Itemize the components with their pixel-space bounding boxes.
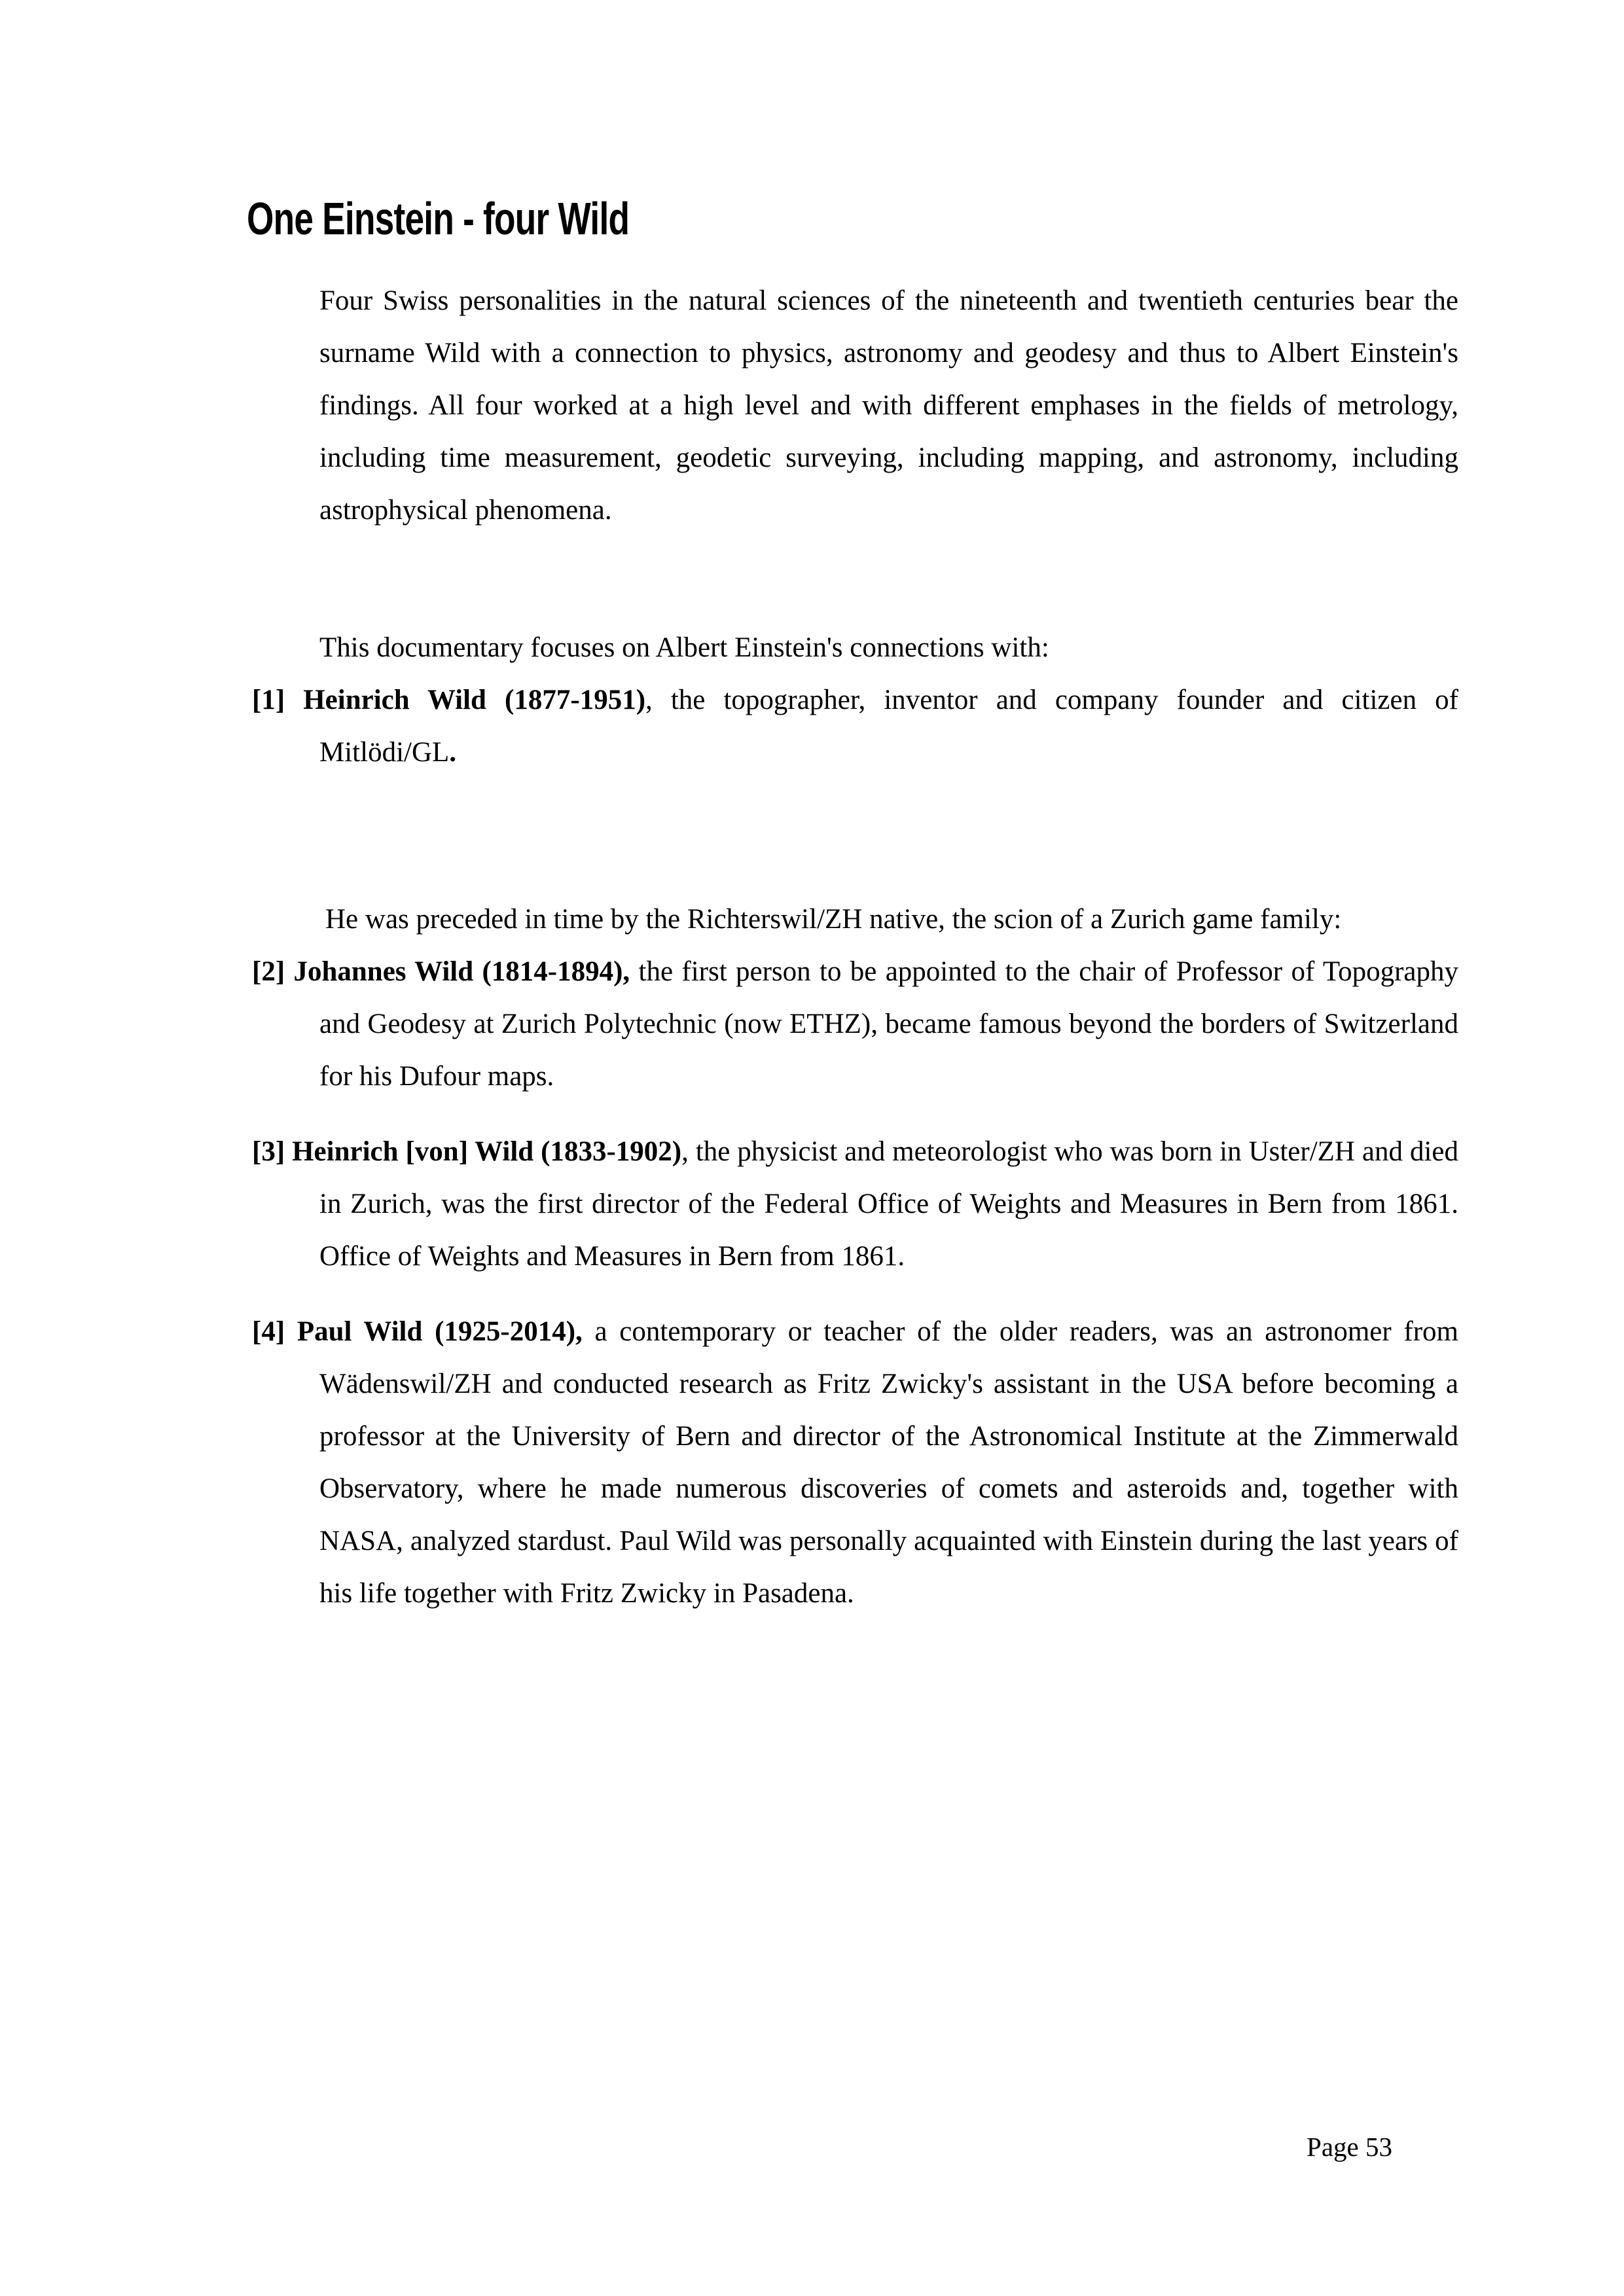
- page-title: One Einstein - four Wild: [247, 193, 630, 244]
- entry-2-label: [2] Johannes Wild (1814-1894),: [252, 956, 630, 987]
- lead-in-paragraph: This documentary focuses on Albert Einstein's connections with:: [319, 632, 1049, 663]
- entry-1-label: [1] Heinrich Wild (1877-1951): [252, 685, 646, 715]
- entry-3: [252, 1126, 1458, 1283]
- entry-2-text: the first person to be appointed to the chair of Professor of Topography and Geodesy at Zurich Polytechnic (now ETHZ), became famous beyond the borders of Switzerland for his Dufour maps.: [319, 956, 1458, 1092]
- entry-3-text: , the physicist and meteorologist who was born in Uster/ZH and died in Zurich, was the first director of the Federal Office of Weights and Measures in Bern from 1861. Office of Weights and Measures in Bern from 1861.: [319, 1136, 1458, 1272]
- entry-4-text: a contemporary or teacher of the older readers, was an astronomer from Wädenswil/ZH and conducted research as Fritz Zwicky's assistant in the USA before becoming a professor at the University of Bern and director of the Astronomical Institute at the Zimmerwald Observatory, where he made numerous discoveries of comets and asteroids and, together with NASA, analyzed stardust. Paul Wild was personally acquainted with Einstein during the last years of his life together with Fritz Zwicky in Pasadena.: [319, 1316, 1458, 1609]
- entry-4-label: [4] Paul Wild (1925-2014),: [252, 1316, 583, 1347]
- entry-1-text: , the topographer, inventor and company founder and citizen of Mitlödi/GL: [319, 685, 1459, 768]
- entry-2: [252, 946, 1458, 1103]
- entry-3-label: [3] Heinrich [von] Wild (1833-1902): [252, 1136, 682, 1167]
- entry-1: [252, 674, 1458, 779]
- page-number: Page 53: [1307, 2132, 1392, 2162]
- entry-1-bold-period: .: [449, 737, 457, 768]
- intro-paragraph: Four Swiss personalities in the natural sciences of the nineteenth and twentieth centuries bear the surname Wild with a connection to physics, astronomy and geodesy and thus to Albert Einstein's findings. All four worked at a high level and with different emphases in the fields of metrology, including time measurement, geodetic surveying, including mapping, and astronomy, including astrophysical phenomena.: [319, 285, 1458, 526]
- interlude-paragraph: He was preceded in time by the Richterswil/ZH native, the scion of a Zurich game family:: [325, 904, 1342, 935]
- entry-4: [252, 1306, 1458, 1620]
